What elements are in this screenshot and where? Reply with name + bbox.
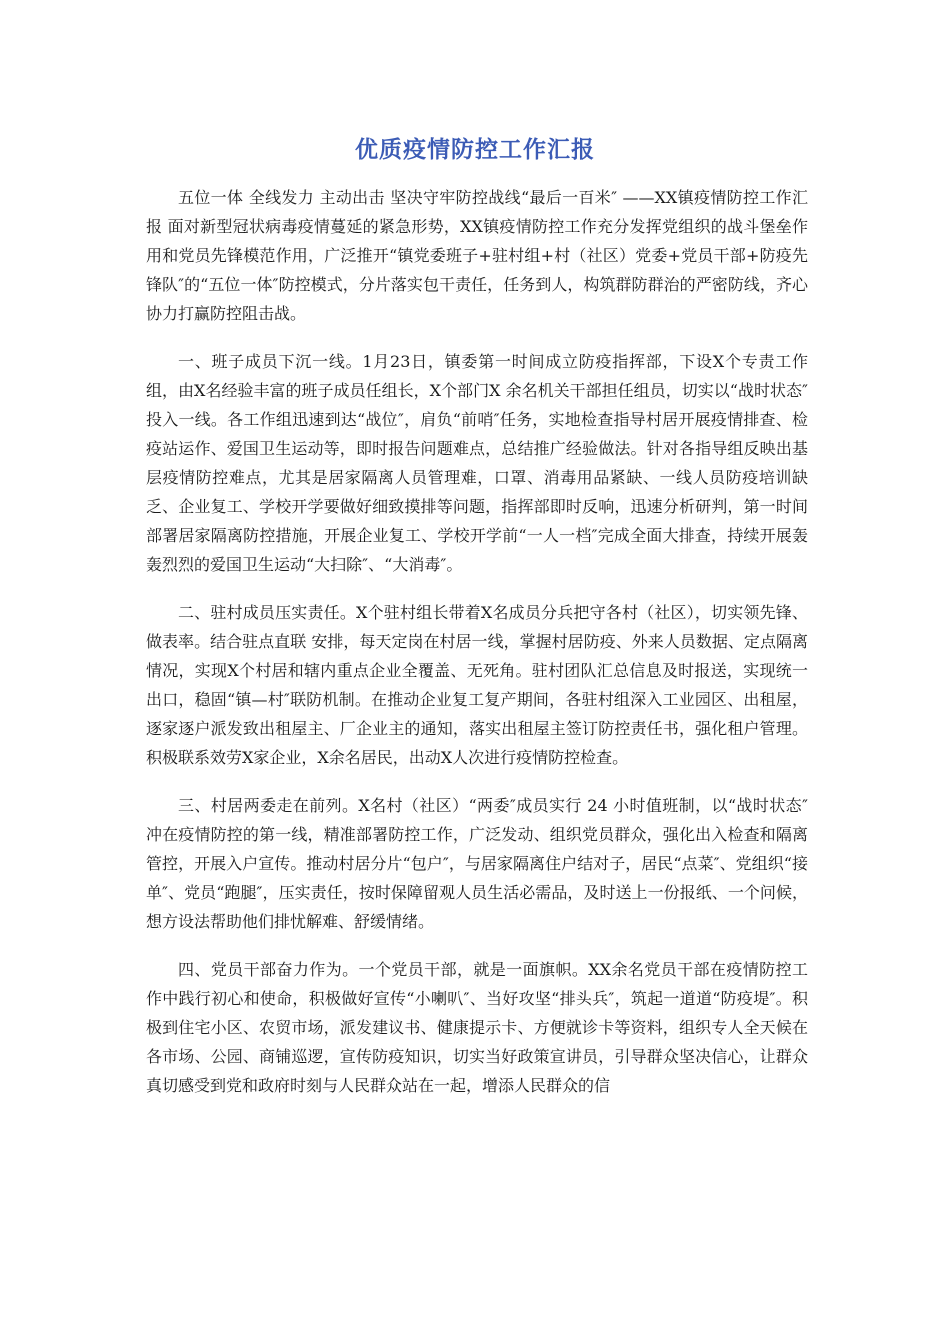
paragraph-section-1: 一、班子成员下沉一线。1月23日，镇委第一时间成立防疫指挥部，下设X个专责工作组，由X名经验丰富的班子成员任组长，X个部门X 余名机关干部担任组员，切实以“战时状态″投入一线。各工作组迅速到达“战位″，肩负“前哨″任务，实地检查指导村居开展疫情排查、检疫站运作、爱国卫生运动等，即时报告问题难点，总结推广经验做法。针对各指导组反映出基层疫情防控难点，尤其是居家隔离人员管理难，口罩、消毒用品紧缺、一线人员防疫培训缺乏、企业复工、学校开学要做好细致摸排等问题，指挥部即时反响，迅速分析研判，第一时间部署居家隔离防控措施，开展企业复工、学校开学前“一人一档″完成全面大排查，持续开展轰轰烈烈的爱国卫生运动“大扫除″、“大消毒″。 (146, 352, 808, 574)
paragraph-intro: 五位一体 全线发力 主动出击 坚决守牢防控战线“最后一百米″ ——XX镇疫情防控工作汇报 面对新型冠状病毒疫情蔓延的紧急形势，XX镇疫情防控工作充分发挥党组织的战斗堡垒作用和党员先锋模范作用，广泛推开“镇党委班子+驻村组+村（社区）党委+党员干部+防疫先锋队″的“五位一体″防控模式，分片落实包干责任，任务到人，构筑群防群治的严密防线，齐心协力打赢防控阻击战。 (146, 188, 808, 323)
paragraph-section-4: 四、党员干部奋力作为。一个党员干部，就是一面旗帜。XX余名党员干部在疫情防控工作中践行初心和使命，积极做好宣传“小喇叭″、当好攻坚“排头兵″，筑起一道道“防疫堤″。积极到住宅小区、农贸市场，派发建议书、健康提示卡、方便就诊卡等资料，组织专人全天候在各市场、公园、商铺巡逻，宣传防疫知识，切实当好政策宣讲员，引导群众坚决信心，让群众真切感受到党和政府时刻与人民群众站在一起，增添人民群众的信 (146, 960, 808, 1095)
paragraph-section-3: 三、村居两委走在前列。X名村（社区）“两委″成员实行 24 小时值班制，以“战时状态″冲在疫情防控的第一线，精准部署防控工作，广泛发动、组织党员群众，强化出入检查和隔离管控，开展入户宣传。推动村居分片“包户″，与居家隔离住户结对子，居民“点菜″、党组织“接单″、党员“跑腿″，压实责任，按时保障留观人员生活必需品，及时送上一份报纸、一个问候，想方设法帮助他们排忧解难、舒缓情绪。 (146, 796, 808, 931)
document-body (146, 183, 808, 1119)
document-title: 优质疫情防控工作汇报 (355, 137, 595, 163)
paragraph-section-2: 二、驻村成员压实责任。X个驻村组长带着X名成员分兵把守各村（社区），切实领先锋、做表率。结合驻点直联 安排，每天定岗在村居一线，掌握村居防疫、外来人员数据、定点隔离情况，实现X个村居和辖内重点企业全覆盖、无死角。驻村团队汇总信息及时报送，实现统一出口，稳固“镇—村″联防机制。在推动企业复工复产期间，各驻村组深入工业园区、出租屋，逐家逐户派发致出租屋主、厂企业主的通知，落实出租屋主签订防控责任书，强化租户管理。积极联系效劳X家企业，X余名居民，出动X人次进行疫情防控检查。 (146, 603, 808, 767)
